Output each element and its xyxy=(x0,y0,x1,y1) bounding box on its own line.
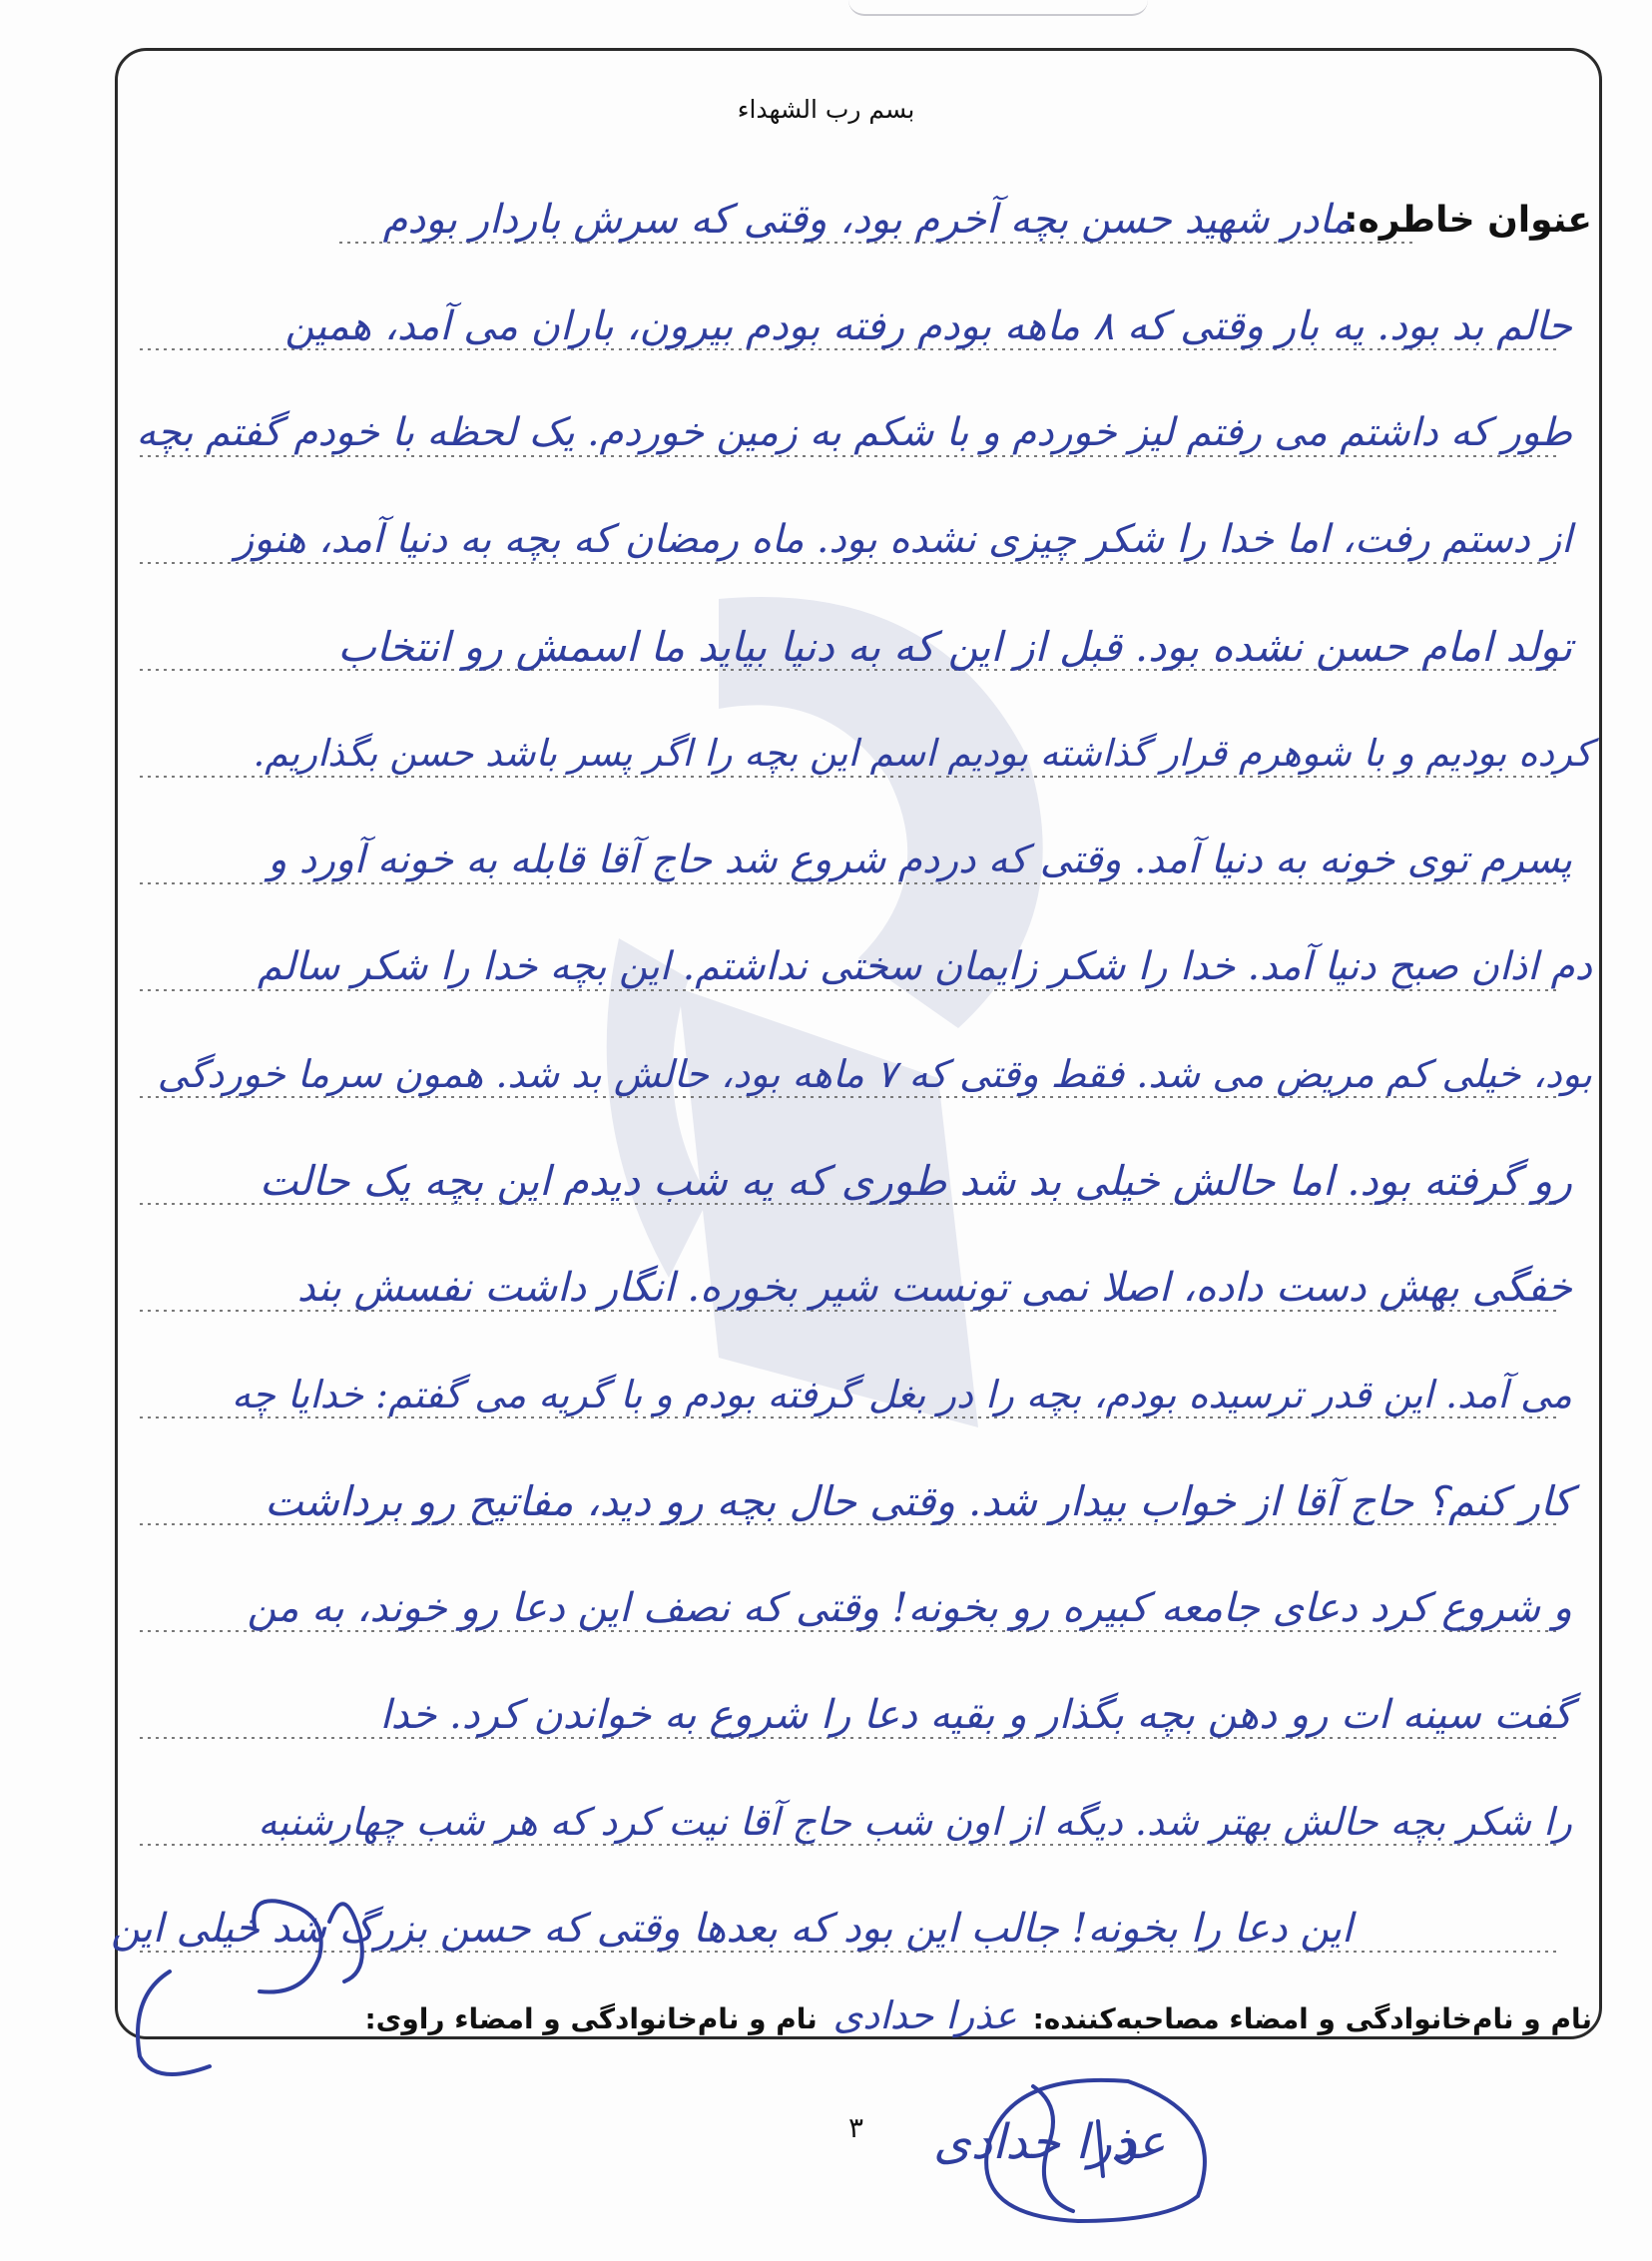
handwritten-line-6: کرده بودیم و با شوهرم قرار گذاشته بودیم اسم این بچه را اگر پسر باشد حسن بگذاریم. xyxy=(253,732,1592,775)
handwritten-line-3: طور که داشتم می رفتم لیز خوردم و با شکم به زمین خوردم. یک لحظه با خودم گفتم بچه xyxy=(136,410,1572,455)
handwritten-line-8: دم اذان صبح دنیا آمد. خدا را شکر زایمان سختی نداشتم. این بچه خدا را شکر سالم xyxy=(257,944,1592,989)
handwritten-line-5: تولد امام حسن نشده بود. قبل از این که به دنیا بیاید ما اسمش رو انتخاب xyxy=(337,623,1572,671)
handwritten-line-17: این دعا را بخونه! جالب این بود که بعدها وقتی که حسن بزرگ شد خیلی این xyxy=(111,1906,1353,1952)
handwritten-line-7: پسرم توی خونه به دنیا آمد. وقتی که دردم شروع شد حاج آقا قابله به خونه آورد و xyxy=(268,838,1572,882)
handwritten-line-15: گفت سینه ات رو دهن بچه بگذار و بقیه دعا را شروع به خواندن کرد. خدا xyxy=(379,1692,1572,1738)
handwritten-line-2: حالم بد بود. یه بار وقتی که ۸ ماهه بودم رفته بودم بیرون، باران می آمد، همین xyxy=(284,303,1572,349)
handwritten-line-9: بود، خیلی کم مریض می شد. فقط وقتی که ۷ ماهه بود، حالش بد شد. همون سرما خوردگی xyxy=(157,1052,1592,1096)
page-number: ۳ xyxy=(848,2111,864,2144)
handwritten-line-16: را شکر بچه حالش بهتر شد. دیگه از اون شب حاج آقا نیت کرد که هر شب چهارشنبه xyxy=(258,1800,1572,1844)
page-header: بسم رب الشهداء xyxy=(737,95,915,124)
narrator-label: نام و نام‌خانوادگی و امضاء راوی: xyxy=(364,2002,818,2035)
handwritten-line-14: و شروع کرد دعای جامعه کبیره رو بخونه! وقتی که نصف این دعا رو خوند، به من xyxy=(247,1585,1572,1631)
signature-name: عذرا حدادی xyxy=(933,2114,1166,2170)
handwritten-line-4: از دستم رفت، اما خدا را شکر چیزی نشده بود. ماه رمضان که بچه به دنیا آمد، هنوز xyxy=(235,517,1572,562)
interviewer-label: نام و نام‌خانوادگی و امضاء مصاحبه‌کننده: xyxy=(1032,2002,1592,2035)
interviewer-name: عذرا حدادی xyxy=(832,1993,1017,2037)
handwritten-line-11: خفگی بهش دست داده، اصلا نمی تونست شیر بخوره. انگار داشت نفسش بند xyxy=(296,1265,1572,1311)
title-label: عنوان خاطره: xyxy=(1344,200,1592,241)
footer-labels xyxy=(364,1993,1592,2037)
handwritten-line-1: مادر شهید حسن بچه آخرم بود، وقتی که سرش باردار بودم xyxy=(382,197,1353,243)
handwritten-line-13: کار کنم؟ حاج آقا از خواب بیدار شد. وقتی حال بچه رو دید، مفاتیح رو برداشت xyxy=(265,1477,1572,1525)
handwritten-line-12: می آمد. این قدر ترسیده بودم، بچه را در بغل گرفته بودم و با گریه می گفتم: خدایا چه xyxy=(231,1373,1572,1416)
handwritten-line-10: رو گرفته بود. اما حالش خیلی بد شد طوری که یه شب دیدم این بچه یک حالت xyxy=(259,1157,1572,1205)
